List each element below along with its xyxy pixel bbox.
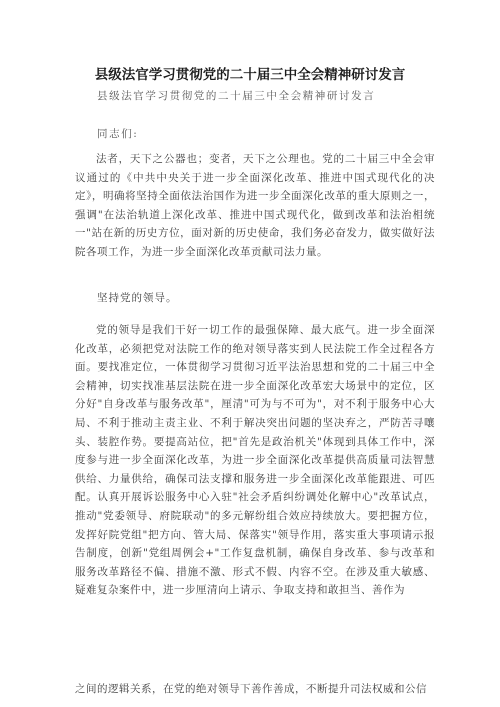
document-title: 县级法官学习贯彻党的二十届三中全会精神研讨发言	[94, 67, 406, 83]
paragraph-continuation: 之间的逻辑关系，在党的绝对领导下善作善成，不断提升司法权威和公信	[75, 683, 427, 695]
salutation: 同志们:	[97, 128, 139, 140]
paragraph-intro: 法者，天下之公器也；变者，天下之公理也。党的二十届三中全会审议通过的《中共中央关于进一步全面深化改革、推进中国式现代化的决定》，明确将坚持全面依法治国作为进一步全面深化改革的重大原则之一，强调"在法治轨道上深化改革、推进中国式现代化，做到改革和法治相统一"站在新的历史方位，面对新的历史使命，我们务必奋发力，做实做好法院各项工作，为进一步全面深化改革贡献司法力量。	[75, 153, 435, 258]
section-heading: 坚持党的领导。	[97, 292, 178, 304]
document-subtitle: 县级法官学习贯彻党的二十届三中全会精神研讨发言	[97, 90, 376, 102]
paragraph-party-leadership: 党的领导是我们干好一切工作的最强保障、最大底气。进一步全面深化改革，必须把党对法院工作的绝对领导落实到人民法院工作全过程各方面。要找准定位，一体贯彻学习贯彻习近平法治思想和党的二十届三中全会精神，切实找准基层法院在进一步全面深化改革宏大场景中的定位，区分好"自身改革与服务改革"，厘清"可为与不可为"，对不利于服务中心大局、不利于推动主责主业、不利于解决突出问题的坚决弃之，严防苦寻嚷头、装腔作势。要提高站位，把"首先是政治机关"体现到具体工作中，深度参与进一步全面深化改革，为进一步全面深化改革提供高质量司法智慧供给、力量供给，确保司法支撑和服务进一步全面深化改革能跟进、可匹配。认真开展诉讼服务中心入驻"社会矛盾纠纷调处化解中心"改革试点，推动"党委领导、府院联动"的多元解纷组合效应持续放大。要把握方位，发挥好院党组"把方向、管大局、保落实"领导作用，落实重大事项请示报告制度，创新"党组周例会+"工作复盘机制，确保自身改革、参与改革和服务改革路径不偏、措施不激、形式不假、内容不空。在涉及重大敏感、疑难复杂案件中，进一步厘清向上请示、争取支持和敢担当、善作为	[75, 324, 435, 597]
